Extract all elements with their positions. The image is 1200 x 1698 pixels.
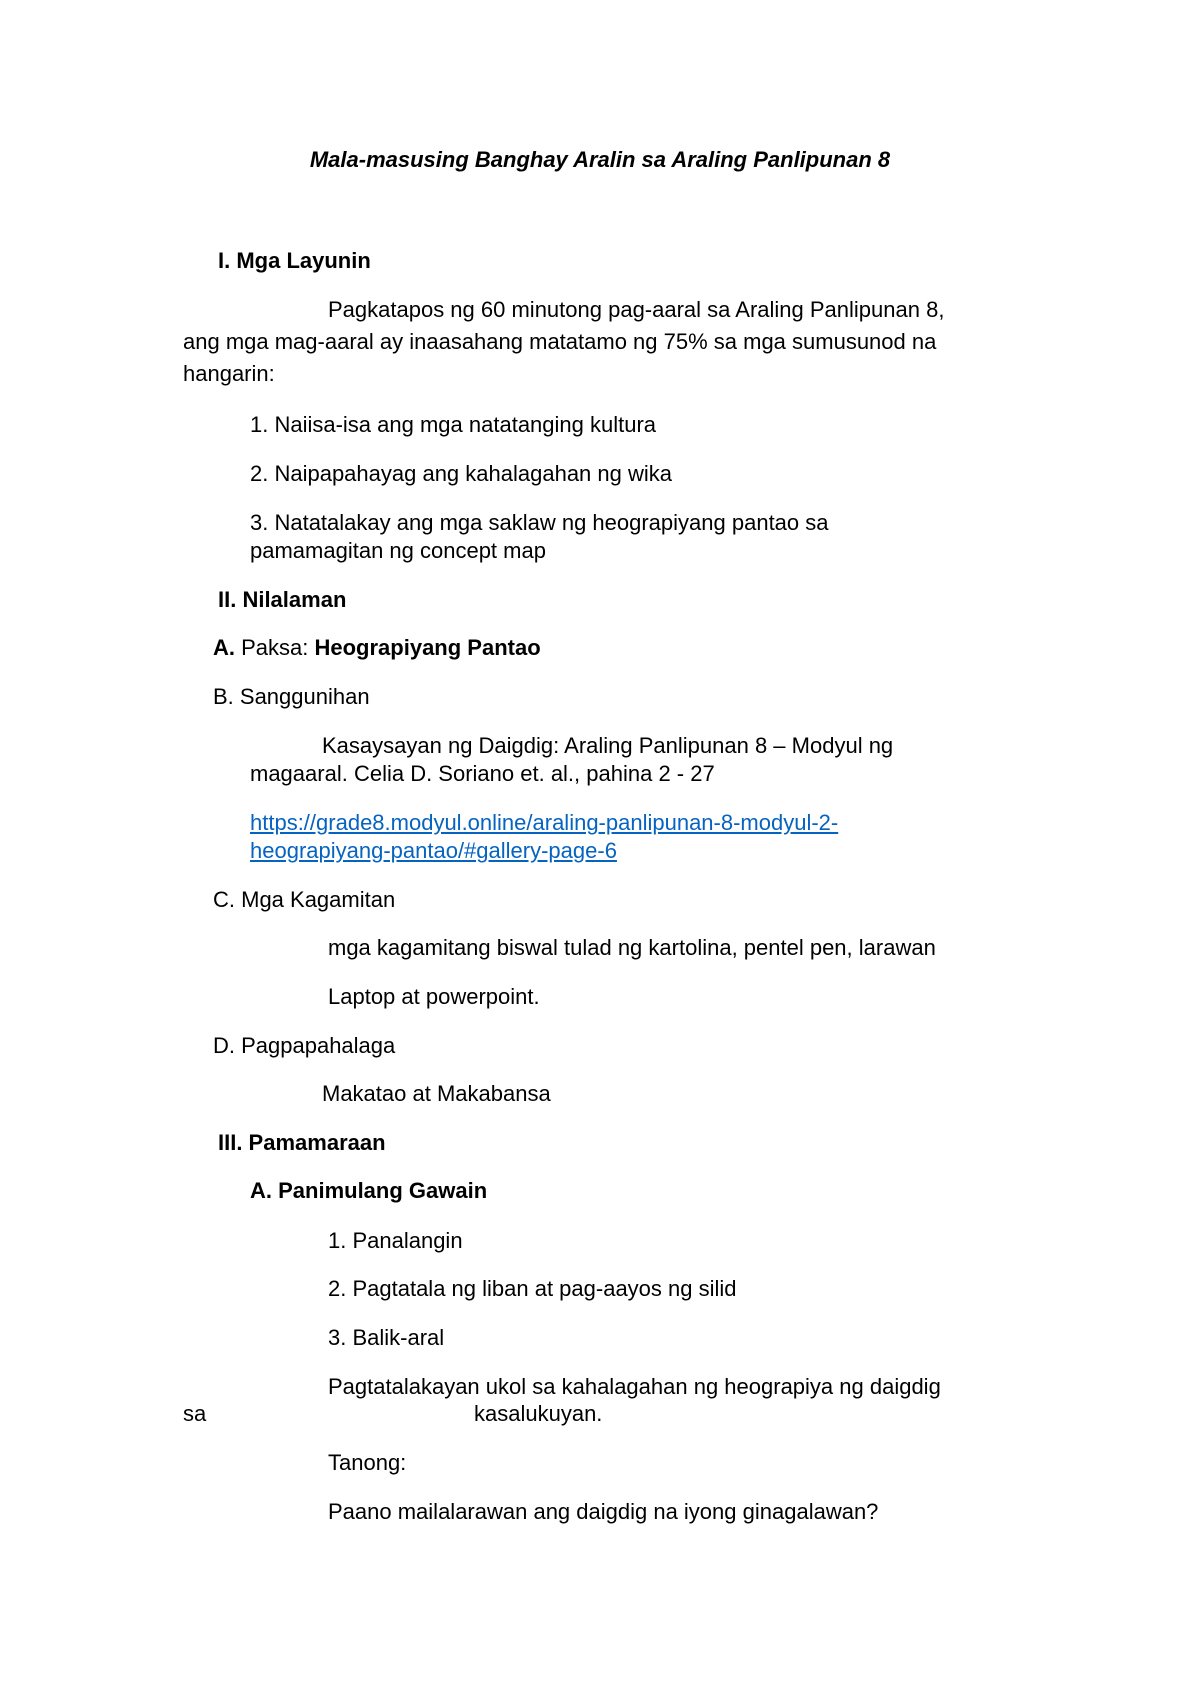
layunin-intro-line: Pagkatapos ng 60 minutong pag-aaral sa Araling Panlipunan 8, (328, 297, 945, 322)
subsection-heading-panimulang-gawain: A. Panimulang Gawain (250, 1178, 488, 1203)
layunin-intro-line: hangarin: (183, 361, 275, 386)
balik-aral-text: sa (183, 1401, 207, 1426)
reference-link[interactable]: heograpiyang-pantao/#gallery-page-6 (250, 838, 617, 863)
paksa-letter: A. (213, 635, 235, 660)
reference-text: Kasaysayan ng Daigdig: Araling Panlipunan 8 – Modyul ng (322, 733, 894, 758)
kagamitan-item: mga kagamitang biswal tulad ng kartolina, pentel pen, larawan (328, 935, 936, 960)
page-title: Mala-masusing Banghay Aralin sa Araling Panlipunan 8 (309, 147, 891, 172)
objective-item: 1. Naiisa-isa ang mga natatanging kultura (250, 412, 657, 437)
balik-aral-text: kasalukuyan. (474, 1401, 603, 1426)
section-heading-layunin: I. Mga Layunin (218, 248, 371, 273)
tanong-question: Paano mailalarawan ang daigdig na iyong ginagalawan? (328, 1499, 879, 1524)
objective-item: 2. Naipapahayag ang kahalagahan ng wika (250, 461, 672, 486)
pagpapahalaga-value: Makatao at Makabansa (322, 1081, 551, 1106)
balik-aral-text: Pagtatalakayan ukol sa kahalagahan ng heograpiya ng daigdig (328, 1374, 941, 1399)
objective-item: 3. Natatalakay ang mga saklaw ng heograpiyang pantao sa (250, 510, 829, 535)
gawain-item: 1. Panalangin (328, 1228, 463, 1253)
gawain-item: 2. Pagtatala ng liban at pag-aayos ng silid (328, 1276, 737, 1301)
paksa-value: Heograpiyang Pantao (314, 635, 541, 660)
reference-link[interactable]: https://grade8.modyul.online/araling-panlipunan-8-modyul-2- (250, 810, 839, 835)
tanong-label: Tanong: (328, 1450, 407, 1475)
paksa-label: Paksa: (235, 635, 315, 660)
sanggunihan-heading: B. Sanggunihan (213, 684, 370, 709)
pagpapahalaga-heading: D. Pagpapahalaga (213, 1033, 396, 1058)
kagamitan-heading: C. Mga Kagamitan (213, 887, 396, 912)
section-heading-pamamaraan: III. Pamamaraan (218, 1130, 386, 1155)
section-heading-nilalaman: II. Nilalaman (218, 587, 347, 612)
paksa-line (213, 634, 541, 662)
kagamitan-item: Laptop at powerpoint. (328, 984, 540, 1009)
objective-item-continuation: pamamagitan ng concept map (250, 538, 546, 563)
reference-text: magaaral. Celia D. Soriano et. al., pahina 2 - 27 (250, 761, 715, 786)
gawain-item: 3. Balik-aral (328, 1325, 445, 1350)
layunin-intro-line: ang mga mag-aaral ay inaasahang matatamo ng 75% sa mga sumusunod na (183, 329, 937, 354)
